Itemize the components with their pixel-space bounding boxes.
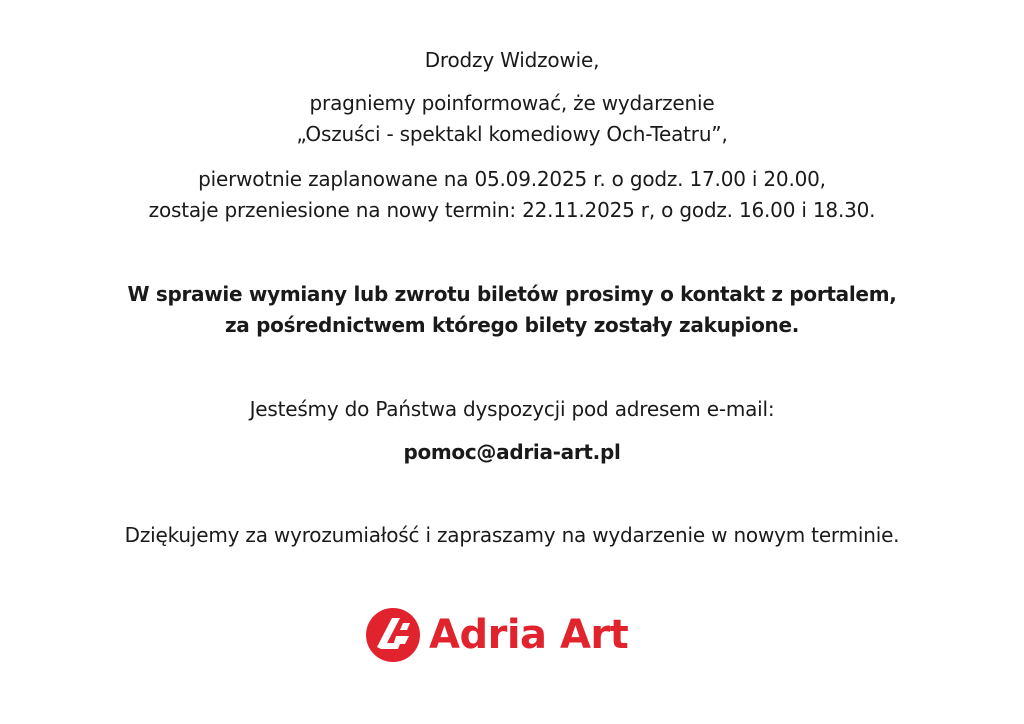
logo-text: Adria Art xyxy=(429,612,629,658)
contact-info: Jesteśmy do Państwa dyspozycji pod adresem e-mail: xyxy=(249,397,775,421)
schedule-original: pierwotnie zaplanowane na 05.09.2025 r. o godz. 17.00 i 20.00, xyxy=(198,167,826,191)
adria-art-logo-icon xyxy=(365,607,421,663)
event-title: „Oszuści - spektakl komediowy Och-Teatru”, xyxy=(296,122,728,146)
tickets-info-line-1: W sprawie wymiany lub zwrotu biletów prosimy o kontakt z portalem, xyxy=(127,282,897,306)
intro-line-1: pragniemy poinformować, że wydarzenie xyxy=(309,91,715,115)
tickets-info-line-2: za pośrednictwem którego bilety zostały zakupione. xyxy=(224,313,800,337)
greeting: Drodzy Widzowie, xyxy=(424,48,600,72)
contact-email[interactable]: pomoc@adria-art.pl xyxy=(403,440,621,464)
schedule-new: zostaje przeniesione na nowy termin: 22.11.2025 r, o godz. 16.00 i 18.30. xyxy=(148,198,876,222)
closing-message: Dziękujemy za wyrozumiałość i zapraszamy na wydarzenie w nowym terminie. xyxy=(124,523,900,547)
adria-art-logo xyxy=(365,607,628,663)
